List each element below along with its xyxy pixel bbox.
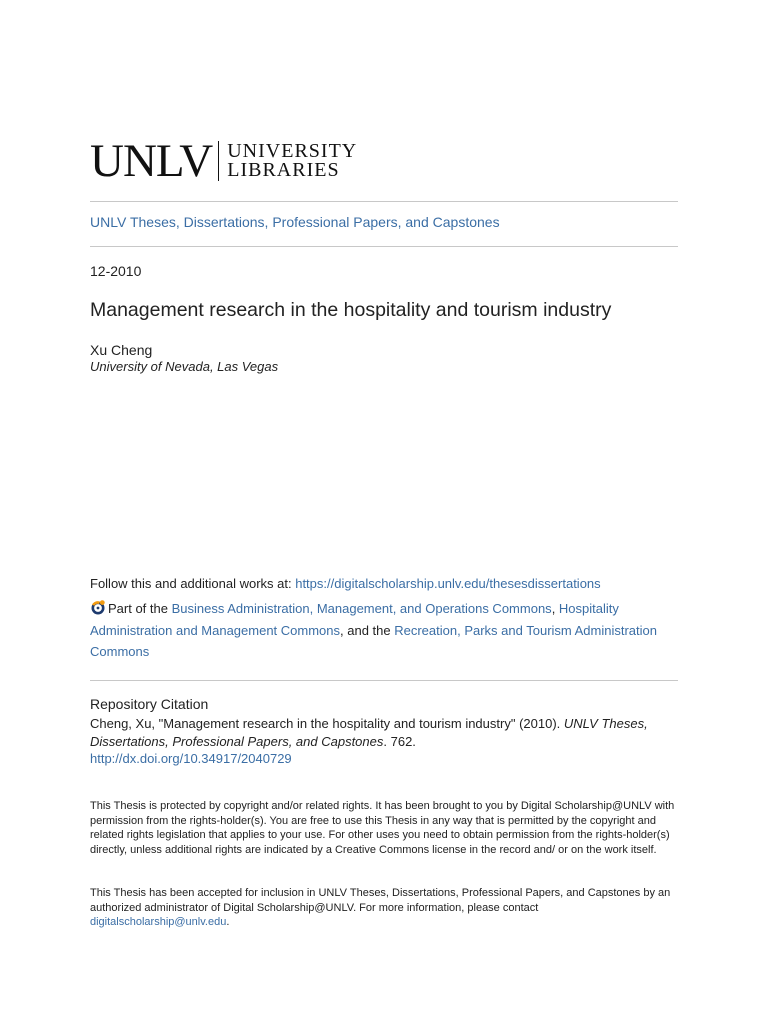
collection-link[interactable]: UNLV Theses, Dissertations, Professional Papers, and Capstones bbox=[90, 214, 500, 230]
acceptance-end: . bbox=[226, 916, 230, 929]
logo-divider bbox=[218, 141, 219, 181]
acceptance-notice bbox=[90, 886, 678, 930]
commons-link-business[interactable]: Business Administration, Management, and Operations Commons bbox=[171, 601, 552, 616]
author-name: Xu Cheng bbox=[90, 342, 153, 358]
divider-top bbox=[90, 201, 678, 202]
logo-mark: UNLV bbox=[90, 135, 213, 187]
commons-link-hospitality[interactable]: Hospitality Administration and Management Commons bbox=[90, 601, 619, 638]
repository-citation bbox=[90, 715, 670, 768]
acceptance-text: This Thesis has been accepted for inclusion in UNLV Theses, Dissertations, Professional Papers, and Capstones by an authorized administrator of Digital Scholarship@UNLV. For more information, please contact bbox=[90, 887, 671, 914]
citation-series: UNLV Theses, Dissertations, Professional Papers, and Capstones bbox=[90, 716, 648, 749]
follow-prefix: Follow this and additional works at: bbox=[90, 576, 296, 591]
commons-link-recreation[interactable]: Recreation, Parks and Tourism Administration Commons bbox=[90, 622, 658, 659]
publication-date: 12-2010 bbox=[90, 263, 142, 279]
citation-number: . 762. bbox=[383, 733, 416, 749]
copyright-notice: This Thesis is protected by copyright and/or related rights. It has been brought to you by Digital Scholarship@UNLV with permission from the rights-holder(s). You are free to use this Thesis in any way that is permitted by the copyright and related rights legislation that applies to your use. For other uses you need to obtain permission from the rights-holder(s) directly, unless additional rights are indicated by a Creative Commons license in the record and/ or on the work itself. bbox=[90, 800, 675, 856]
logo-line-1: UNIVERSITY bbox=[227, 140, 358, 162]
open-access-icon bbox=[90, 599, 106, 615]
logo-text bbox=[227, 142, 357, 180]
doi-link[interactable]: http://dx.doi.org/10.34917/2040729 bbox=[90, 751, 292, 766]
part-of-commons bbox=[90, 598, 670, 663]
author-affiliation: University of Nevada, Las Vegas bbox=[90, 359, 279, 374]
part-of-sep-1: , bbox=[551, 601, 559, 616]
logo-line-2: LIBRARIES bbox=[227, 159, 340, 181]
citation-text: Cheng, Xu, "Management research in the hospitality and tourism industry" (2010). bbox=[90, 716, 564, 731]
follow-url-link[interactable]: https://digitalscholarship.unlv.edu/thesesdissertations bbox=[295, 576, 601, 591]
part-of-prefix: Part of the bbox=[108, 601, 172, 616]
contact-email-link[interactable]: digitalscholarship@unlv.edu bbox=[90, 916, 227, 929]
part-of-sep-2: , and the bbox=[340, 622, 395, 638]
document-title: Management research in the hospitality and tourism industry bbox=[90, 299, 612, 321]
follow-line bbox=[90, 576, 601, 591]
divider-collection bbox=[90, 246, 678, 247]
repository-citation-heading: Repository Citation bbox=[90, 696, 209, 712]
divider-citation bbox=[90, 680, 678, 681]
unlv-libraries-logo[interactable] bbox=[90, 135, 358, 187]
